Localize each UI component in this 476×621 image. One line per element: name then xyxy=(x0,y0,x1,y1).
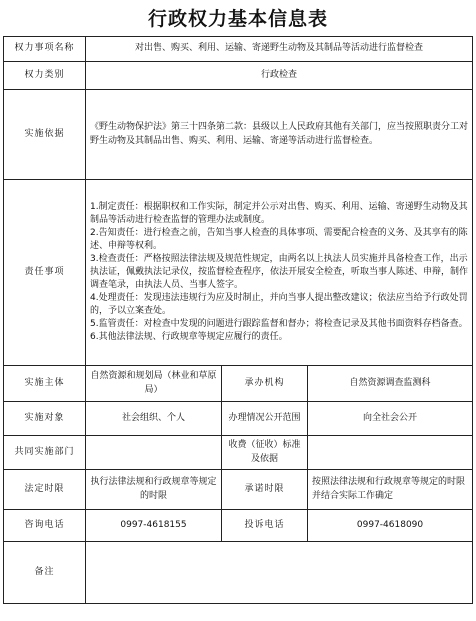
phone-value: 0997-4618155 xyxy=(86,510,222,542)
subject-value: 自然资源和规划局（林业和草原局） xyxy=(86,366,222,402)
row-subject xyxy=(4,366,473,402)
duty-item: 5.监管责任：对检查中发现的问题进行跟踪监督和督办；将检查记录及其他书面资料存档备查。 xyxy=(90,319,468,330)
scope-label: 办理情况公开范围 xyxy=(222,402,308,436)
row-time-limit xyxy=(4,470,473,510)
remarks-value xyxy=(86,542,473,604)
row-basis xyxy=(4,90,473,180)
duty-item: 1.制定责任：根据职权和工作实际，制定并公示对出售、购买、利用、运输、寄递野生动物及其制品等活动进行检查监督的管理办法或制度。 xyxy=(90,201,468,225)
page-title: 行政权力基本信息表 xyxy=(147,8,328,30)
time-limit-label: 法定时限 xyxy=(4,470,86,510)
commit-value: 按照法律法规和行政规章等规定的时限并结合实际工作确定 xyxy=(308,470,473,510)
duty-item: 2.告知责任：进行检查之前，告知当事人检查的具体事项、需要配合检查的义务、及其享有的陈述、申辩等权利。 xyxy=(90,227,468,251)
row-target xyxy=(4,402,473,436)
duty-item: 4.处理责任：发现违法违规行为应及时制止，并向当事人提出整改建议；依法应当给予行政处罚的，予以立案查处。 xyxy=(90,293,468,317)
fee-label: 收费（征收）标准及依据 xyxy=(222,436,308,470)
joint-label: 共同实施部门 xyxy=(4,436,86,470)
target-label: 实施对象 xyxy=(4,402,86,436)
agency-label: 承办机构 xyxy=(222,366,308,402)
row-remarks xyxy=(4,542,473,604)
category-label: 权力类别 xyxy=(4,62,86,90)
duties-value xyxy=(86,180,473,366)
row-duties xyxy=(4,180,473,366)
scope-value: 向全社会公开 xyxy=(308,402,473,436)
basis-value: 《野生动物保护法》第三十四条第二款：县级以上人民政府其他有关部门，应当按照职责分工对野生动物及其制品出售、购买、利用、运输、寄递等活动进行监督检查。 xyxy=(86,90,473,180)
power-name-label: 权力事项名称 xyxy=(4,37,86,62)
fee-value xyxy=(308,436,473,470)
target-value: 社会组织、个人 xyxy=(86,402,222,436)
remarks-label: 备注 xyxy=(4,542,86,604)
time-limit-value: 执行法律法规和行政规章等规定的时限 xyxy=(86,470,222,510)
complaint-value: 0997-4618090 xyxy=(308,510,473,542)
basis-label: 实施依据 xyxy=(4,90,86,180)
info-table xyxy=(3,36,473,604)
duties-label: 责任事项 xyxy=(4,180,86,366)
row-joint xyxy=(4,436,473,470)
commit-label: 承诺时限 xyxy=(222,470,308,510)
joint-value xyxy=(86,436,222,470)
category-value: 行政检查 xyxy=(86,62,473,90)
row-power-name xyxy=(4,37,473,62)
complaint-label: 投诉电话 xyxy=(222,510,308,542)
row-category xyxy=(4,62,473,90)
phone-label: 咨询电话 xyxy=(4,510,86,542)
subject-label: 实施主体 xyxy=(4,366,86,402)
agency-value: 自然资源调查监测科 xyxy=(308,366,473,402)
power-name-value: 对出售、购买、利用、运输、寄递野生动物及其制品等活动进行监督检查 xyxy=(86,37,473,62)
duty-item: 6.其他法律法规、行政规章等规定应履行的责任。 xyxy=(90,332,288,343)
duty-item: 3.检查责任：严格按照法律法规及规范性规定，由两名以上执法人员实施并具备检查工作，出示执法证，佩戴执法记录仪，按监督检查程序，依法开展安全检查，听取当事人陈述、申辩，制作调查笔录，由执法人员、当事人签字。 xyxy=(90,253,469,291)
row-phone xyxy=(4,510,473,542)
